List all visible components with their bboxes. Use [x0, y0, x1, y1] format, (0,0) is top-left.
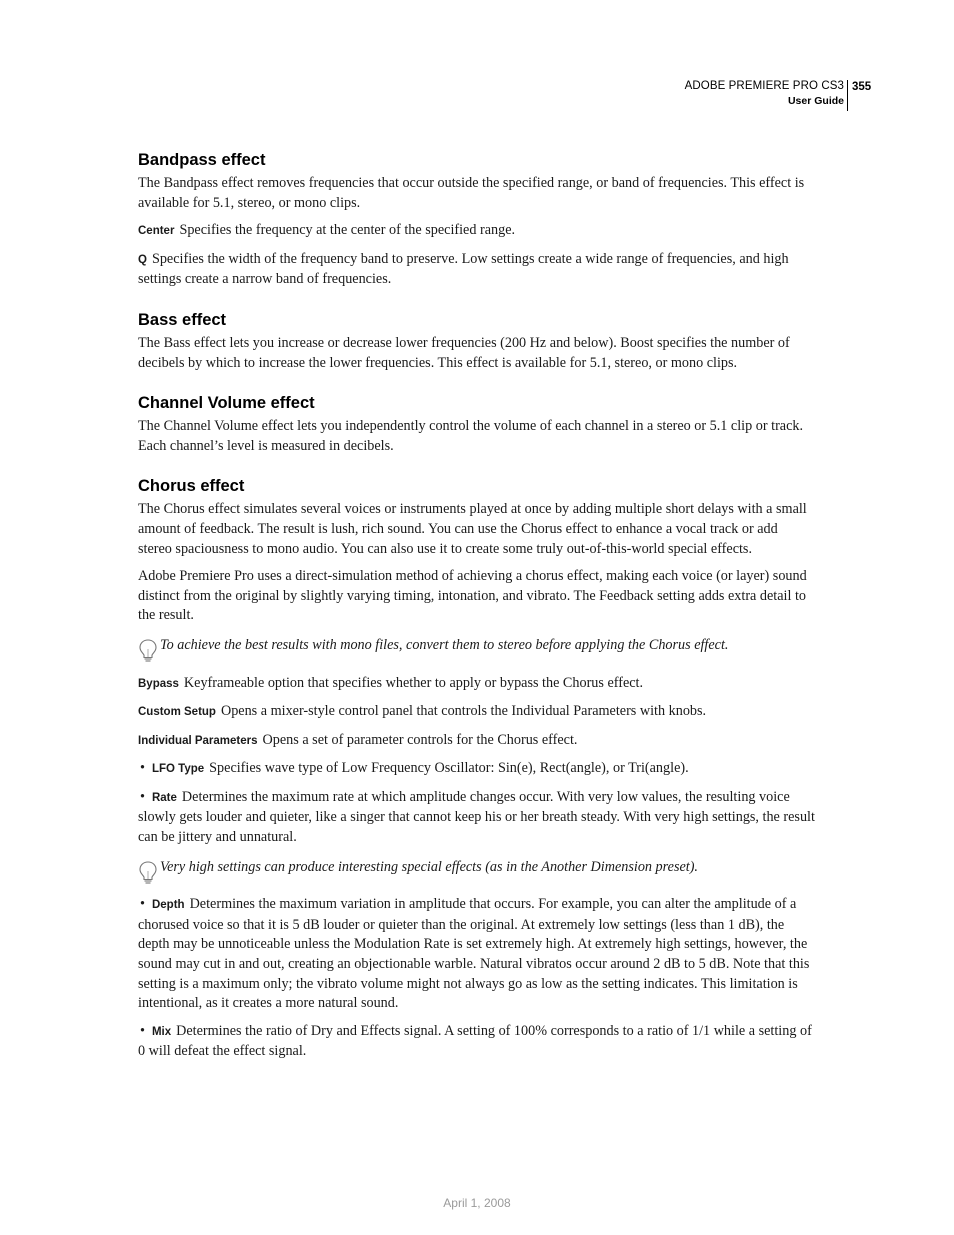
section-bandpass [138, 150, 815, 290]
term-depth: Depth [151, 899, 185, 912]
tip-text: To achieve the best results with mono files, convert them to stereo before applying the Chorus effect. [160, 636, 729, 653]
bullet-lfo-type [138, 759, 815, 780]
term-individual-parameters: Individual Parameters [138, 734, 258, 747]
term-lfo-type: LFO Type [151, 763, 205, 776]
header-product-title: ADOBE PREMIERE PRO CS3 [684, 80, 844, 92]
mix-description: Determines the ratio of Dry and Effects signal. A setting of 100% corresponds to a ratio of 1/1 while a setting of 0 will defeat the effect signal. [138, 1022, 812, 1060]
bullet-marker: • [140, 760, 145, 777]
heading-channel-volume: Channel Volume effect [138, 394, 315, 413]
bandpass-center-item [138, 221, 815, 242]
footer-date: April 1, 2008 [443, 1196, 511, 1210]
chorus-custom-setup-item [138, 702, 815, 723]
bass-intro: The Bass effect lets you increase or decrease lower frequencies (200 Hz and below). Boost specifies the number of decibels by which to increase the lower frequencies. This effect is available for 5.1, stereo, or mono clips. [138, 334, 790, 371]
lightbulb-icon [138, 638, 158, 664]
chorus-bypass-item [138, 674, 815, 695]
main-content [138, 150, 815, 1070]
bandpass-q-item [138, 250, 815, 290]
rate-description: Determines the maximum rate at which amplitude changes occur. With very low values, the resulting voice slowly gets louder and quieter, like a singer that cannot keep his or her breath steady. With very high settings, the result can be jittery and unnatural. [138, 788, 815, 846]
lightbulb-icon [138, 860, 158, 886]
bullet-depth [138, 895, 815, 1014]
bullet-marker: • [140, 896, 145, 913]
chorus-paragraph-1: The Chorus effect simulates several voices or instruments played at once by adding multiple short delays with a small amount of feedback. The result is lush, rich sound. You can use the Chorus effect to enhance a vocal track or add stereo spaciousness to mono audio. You can also use it to create some truly out-of-this-world special effects. [138, 501, 807, 557]
term-bypass: Bypass [138, 677, 179, 690]
q-description: Specifies the width of the frequency band to preserve. Low settings create a wide range of frequencies, and high settings create a narrow band of frequencies. [138, 250, 789, 288]
term-rate: Rate [151, 791, 177, 804]
running-header [685, 79, 844, 109]
bullet-mix [138, 1022, 815, 1062]
individual-parameters-description: Opens a set of parameter controls for the Chorus effect. [262, 731, 578, 748]
tip-note-high-settings [138, 858, 815, 878]
lfo-type-description: Specifies wave type of Low Frequency Oscillator: Sin(e), Rect(angle), or Tri(angle). [209, 760, 689, 777]
center-description: Specifies the frequency at the center of the specified range. [179, 222, 516, 239]
chorus-paragraph-2: Adobe Premiere Pro uses a direct-simulation method of achieving a chorus effect, making each voice (or layer) sound distinct from the original by slightly varying timing, intonation, and vibrato. The Feedback setting adds extra detail to the result. [138, 568, 807, 624]
header-guide-title: User Guide [787, 95, 844, 107]
section-bass [138, 310, 815, 373]
bypass-description: Keyframeable option that specifies whether to apply or bypass the Chorus effect. [183, 674, 644, 691]
header-divider [847, 80, 848, 111]
term-q: Q [138, 253, 147, 266]
tip-note-mono [138, 636, 815, 656]
section-chorus [138, 476, 815, 1062]
term-center: Center [138, 225, 175, 238]
tip-text: Very high settings can produce interesting special effects (as in the Another Dimension preset). [160, 858, 698, 875]
bullet-marker: • [140, 1022, 145, 1039]
term-custom-setup: Custom Setup [138, 706, 216, 719]
depth-description: Determines the maximum variation in amplitude that occurs. For example, you can alter the amplitude of a chorused voice so that it is 5 dB louder or quieter than the original. At extremely low settings (less than 1 dB), the depth may be unnoticeable unless the Modulation Rate is set extremely high. At extremely high settings, however, the sound may cut in and out, creating an objectionable warble. Natural vibratos occur around 2 dB to 5 dB. Note that this setting is a maximum only; the vibrato volume might not always go as low as the setting indicates. This limitation is intentional, as it creates a more natural sound. [138, 896, 810, 1012]
bullet-rate [138, 788, 815, 848]
page-number: 355 [852, 81, 872, 93]
chorus-individual-parameters-item [138, 731, 815, 752]
term-mix: Mix [151, 1025, 172, 1038]
channel-volume-intro: The Channel Volume effect lets you independently control the volume of each channel in a stereo or 5.1 clip or track. Each channel’s level is measured in decibels. [138, 418, 804, 454]
section-channel-volume [138, 393, 815, 456]
custom-setup-description: Opens a mixer-style control panel that controls the Individual Parameters with knobs. [220, 703, 707, 720]
heading-chorus: Chorus effect [138, 477, 245, 496]
bullet-marker: • [140, 788, 145, 805]
bandpass-intro: The Bandpass effect removes frequencies that occur outside the specified range, or band of frequencies. This effect is available for 5.1, stereo, or mono clips. [138, 175, 805, 211]
heading-bandpass: Bandpass effect [138, 151, 266, 169]
heading-bass: Bass effect [138, 310, 227, 329]
